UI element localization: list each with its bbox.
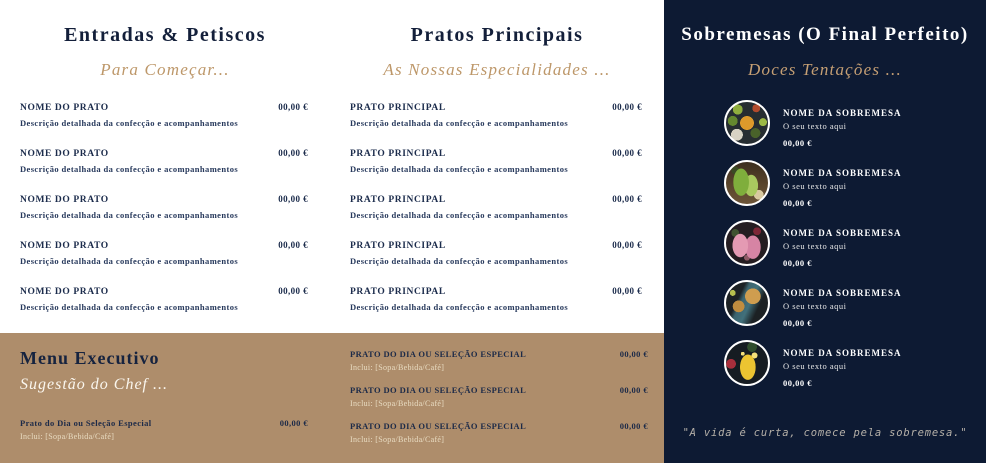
starters-title: Entradas & Petiscos <box>64 24 266 46</box>
dish-price: 00,00 € <box>612 286 642 296</box>
dish-name: PRATO DO DIA OU SELEÇÃO ESPECIAL <box>350 385 527 395</box>
menu-item <box>350 194 642 220</box>
desserts-subtitle: Doces Tentações ... <box>748 60 902 79</box>
dessert-description: O seu texto aqui <box>783 121 847 131</box>
dish-name: Prato do Dia ou Seleção Especial <box>20 418 152 428</box>
dessert-price: 00,00 € <box>783 378 812 388</box>
pink-smoothies-photo <box>724 220 770 266</box>
dish-name: PRATO PRINCIPAL <box>350 103 446 113</box>
dessert-price: 00,00 € <box>783 258 812 268</box>
dessert-description: O seu texto aqui <box>783 301 847 311</box>
dish-price: 00,00 € <box>278 148 308 158</box>
mains-title: Pratos Principais <box>410 24 584 46</box>
mains-column <box>330 0 664 332</box>
dish-name: NOME DO PRATO <box>20 103 109 113</box>
menu-item <box>350 349 648 372</box>
dish-description: Descrição detalhada da confecção e acompanhamentos <box>20 256 239 266</box>
dessert-price: 00,00 € <box>783 198 812 208</box>
dish-price: 00,00 € <box>278 240 308 250</box>
dish-price: 00,00 € <box>279 418 308 428</box>
dish-name: NOME DO PRATO <box>20 241 109 251</box>
menu-item <box>20 286 308 312</box>
dessert-description: O seu texto aqui <box>783 361 847 371</box>
menu-item <box>350 286 642 312</box>
dish-description: Descrição detalhada da confecção e acompanhamentos <box>350 164 569 174</box>
desserts-title: Sobremesas (O Final Perfeito) <box>681 24 969 45</box>
menu-item <box>350 421 648 444</box>
salad-bowls-photo <box>724 100 770 146</box>
dish-name: PRATO PRINCIPAL <box>350 149 446 159</box>
mains-list <box>330 102 664 312</box>
dish-description: Descrição detalhada da confecção e acompanhamentos <box>20 302 239 312</box>
mains-subtitle: As Nossas Especialidades ... <box>383 60 611 79</box>
menu-item <box>350 102 642 128</box>
dessert-name: NOME DA SOBREMESA <box>783 228 902 238</box>
executive-menu-title: Menu Executivo <box>20 348 160 368</box>
dish-name: PRATO DO DIA OU SELEÇÃO ESPECIAL <box>350 421 527 431</box>
dish-name: PRATO PRINCIPAL <box>350 287 446 297</box>
desserts-column <box>664 0 986 463</box>
dessert-price: 00,00 € <box>783 138 812 148</box>
menu-item <box>20 102 308 128</box>
dish-includes: Inclui: [Sopa/Bebida/Café] <box>20 432 115 441</box>
dish-name: PRATO DO DIA OU SELEÇÃO ESPECIAL <box>350 349 527 359</box>
menu-item <box>20 418 308 441</box>
menu-item <box>20 194 308 220</box>
menu-item <box>20 240 308 266</box>
dessert-item <box>724 100 986 148</box>
dish-description: Descrição detalhada da confecção e acompanhamentos <box>20 118 239 128</box>
desserts-list <box>664 100 986 388</box>
menu-item <box>350 385 648 408</box>
citrus-drink-photo <box>724 340 770 386</box>
dessert-quote: "A vida é curta, comece pela sobremesa." <box>682 427 968 439</box>
starters-subtitle: Para Começar... <box>100 60 230 79</box>
dish-name: NOME DO PRATO <box>20 149 109 159</box>
dish-price: 00,00 € <box>278 194 308 204</box>
dish-price: 00,00 € <box>612 148 642 158</box>
dish-price: 00,00 € <box>619 349 648 359</box>
dish-price: 00,00 € <box>619 385 648 395</box>
menu-item <box>20 148 308 174</box>
dish-description: Descrição detalhada da confecção e acompanhamentos <box>350 256 569 266</box>
starters-column <box>0 0 330 332</box>
starters-list <box>0 102 330 312</box>
dessert-item <box>724 220 986 268</box>
dessert-description: O seu texto aqui <box>783 181 847 191</box>
dish-name: NOME DO PRATO <box>20 195 109 205</box>
daily-specials-list <box>330 333 664 457</box>
dish-includes: Inclui: [Sopa/Bebida/Café] <box>350 363 445 372</box>
dish-price: 00,00 € <box>278 102 308 112</box>
dish-includes: Inclui: [Sopa/Bebida/Café] <box>350 399 445 408</box>
dish-price: 00,00 € <box>612 102 642 112</box>
dish-name: PRATO PRINCIPAL <box>350 241 446 251</box>
dish-price: 00,00 € <box>619 421 648 431</box>
dish-price: 00,00 € <box>612 240 642 250</box>
dish-name: NOME DO PRATO <box>20 287 109 297</box>
dish-description: Descrição detalhada da confecção e acompanhamentos <box>20 164 239 174</box>
dish-price: 00,00 € <box>278 286 308 296</box>
dish-includes: Inclui: [Sopa/Bebida/Café] <box>350 435 445 444</box>
dessert-item <box>724 280 986 328</box>
dish-description: Descrição detalhada da confecção e acompanhamentos <box>350 118 569 128</box>
menu-item <box>350 148 642 174</box>
green-smoothies-photo <box>724 160 770 206</box>
dish-description: Descrição detalhada da confecção e acompanhamentos <box>20 210 239 220</box>
executive-menu-section <box>0 333 664 463</box>
menu-item <box>350 240 642 266</box>
executive-menu-header <box>0 333 330 441</box>
dessert-name: NOME DA SOBREMESA <box>783 168 902 178</box>
executive-menu-subtitle: Sugestão do Chef ... <box>20 376 168 393</box>
dessert-description: O seu texto aqui <box>783 241 847 251</box>
dessert-name: NOME DA SOBREMESA <box>783 348 902 358</box>
dessert-item <box>724 160 986 208</box>
dessert-item <box>724 340 986 388</box>
dessert-name: NOME DA SOBREMESA <box>783 108 902 118</box>
dish-description: Descrição detalhada da confecção e acompanhamentos <box>350 302 569 312</box>
golden-cookies-photo <box>724 280 770 326</box>
dish-name: PRATO PRINCIPAL <box>350 195 446 205</box>
dish-description: Descrição detalhada da confecção e acompanhamentos <box>350 210 569 220</box>
dessert-price: 00,00 € <box>783 318 812 328</box>
dessert-name: NOME DA SOBREMESA <box>783 288 902 298</box>
dish-price: 00,00 € <box>612 194 642 204</box>
